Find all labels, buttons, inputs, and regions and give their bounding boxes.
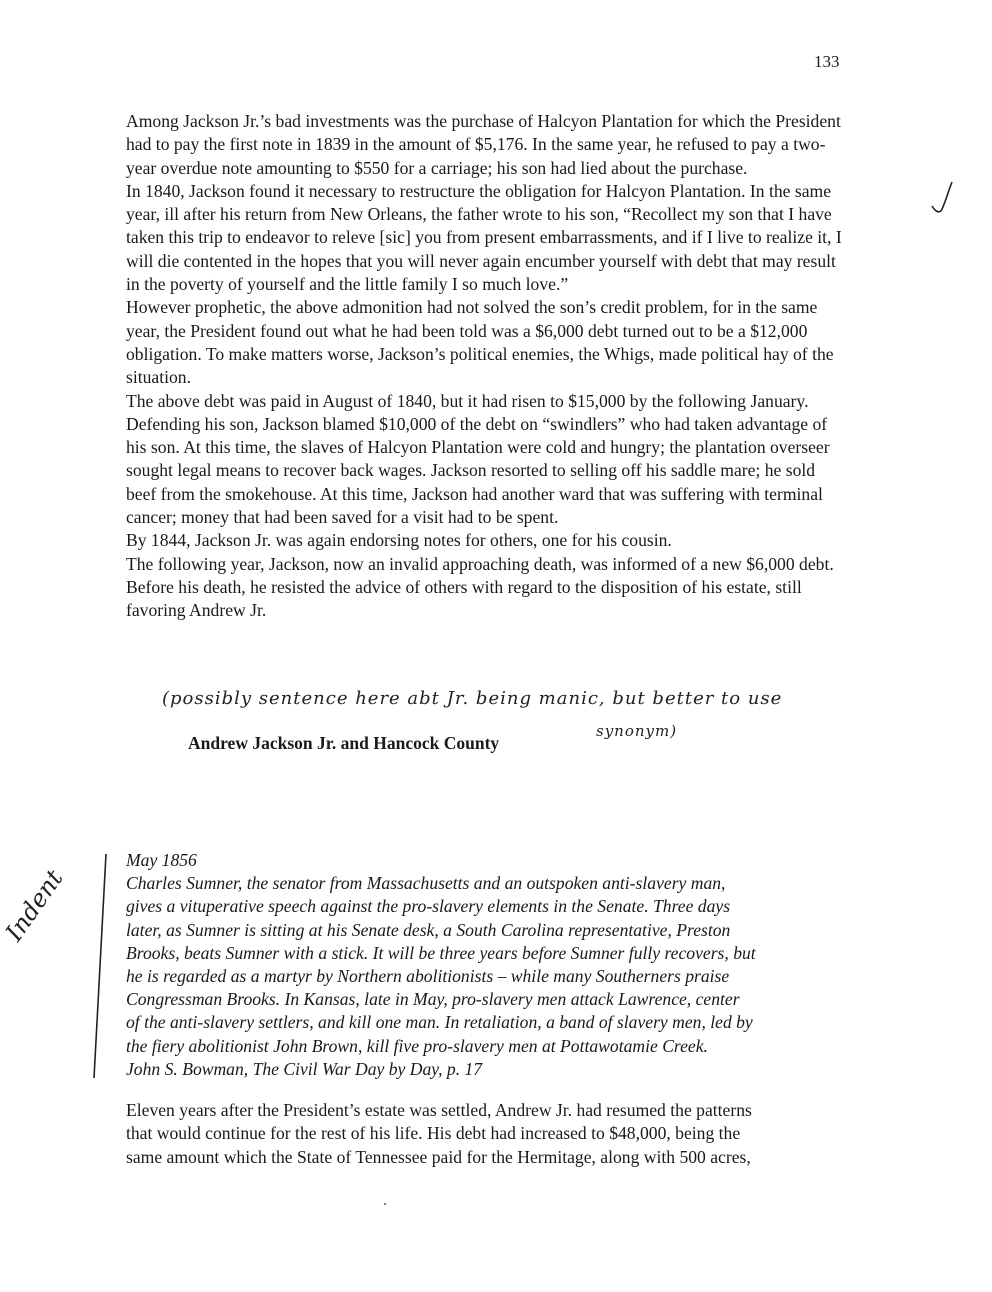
body-text xyxy=(126,110,846,623)
text-line: that would continue for the rest of his life. His debt had increased to $48,000, being the xyxy=(126,1123,741,1144)
text-line: Eleven years after the President’s estate was settled, Andrew Jr. had resumed the patterns xyxy=(126,1100,752,1120)
stray-mark xyxy=(384,1203,386,1205)
quote-citation: John S. Bowman, The Civil War Day by Day, p. 17 xyxy=(126,1058,483,1079)
quote-line: he is regarded as a martyr by Northern abolitionists – while many Southerners praise xyxy=(126,966,730,987)
quote-line: Congressman Brooks. In Kansas, late in May, pro-slavery men attack Lawrence, center xyxy=(126,989,740,1010)
quote-line: gives a vituperative speech against the pro-slavery elements in the Senate. Three days xyxy=(126,896,731,917)
quote-line: May 1856 xyxy=(126,850,197,870)
paragraph: Among Jackson Jr.’s bad investments was the purchase of Halcyon Plantation for which the President had to pay the first note in 1839 in the amount of $5,176. In the same year, he refused to pay a two-year overdue note amounting to $550 for a carriage; his son had lied about the purchase. xyxy=(126,111,841,178)
paragraph: By 1844, Jackson Jr. was again endorsing notes for others, one for his cousin. xyxy=(126,530,672,551)
paragraph: The following year, Jackson, now an invalid approaching death, was informed of a new $6,000 debt. Before his death, he resisted the advice of others with regard to the disposition of his estate, still favoring Andrew Jr. xyxy=(126,553,834,621)
page-number: 133 xyxy=(814,52,840,71)
section-heading: Andrew Jackson Jr. and Hancock County xyxy=(188,733,500,753)
bottom-paragraph xyxy=(126,1099,851,1169)
block-quote xyxy=(126,849,856,1081)
quote-line: of the anti-slavery settlers, and kill one man. In retaliation, a band of slavery men, led by xyxy=(126,1012,753,1033)
handwritten-note: (possibly sentence here abt Jr. being manic, but better to use xyxy=(162,688,783,709)
text-line: same amount which the State of Tennessee paid for the Hermitage, along with 500 acres, xyxy=(126,1146,751,1167)
quote-line: the fiery abolitionist John Brown, kill five pro-slavery men at Pottawotamie Creek. xyxy=(126,1035,708,1056)
margin-bracket-line xyxy=(90,852,110,1082)
check-mark-icon xyxy=(928,180,954,220)
paragraph: However prophetic, the above admonition had not solved the son’s credit problem, for in the same year, the President found out what he had been told was a $6,000 debt turned out to be a $12,000 obligation. To make matters worse, Jackson’s political enemies, the Whigs, made political hay of the situation. xyxy=(126,297,834,388)
quote-line: Charles Sumner, the senator from Massachusetts and an outspoken anti-slavery man, xyxy=(126,873,726,894)
quote-line: Brooks, beats Sumner with a stick. It will be three years before Sumner fully recovers, but xyxy=(126,942,756,963)
handwritten-margin-note: Indent xyxy=(0,864,69,947)
handwritten-note-continued: synonym) xyxy=(596,722,678,740)
paragraph: The above debt was paid in August of 1840, but it had risen to $15,000 by the following January. Defending his son, Jackson blamed $10,000 of the debt on “swindlers” who had taken advantage of his son. At this time, the slaves of Halcyon Plantation were cold and hungry; the plantation overseer sought legal means to recover back wages. Jackson resorted to selling off his saddle mare; he sold beef from the smokehouse. At this time, Jackson had another ward that was suffering with terminal cancer; money that had been saved for a visit had to be spent. xyxy=(126,390,830,528)
quote-line: later, as Sumner is sitting at his Senate desk, a South Carolina representative, Preston xyxy=(126,919,731,940)
paragraph: In 1840, Jackson found it necessary to restructure the obligation for Halcyon Plantation. In the same year, ill after his return from New Orleans, the father wrote to his son, “Recollect my son that I have taken this trip to endeavor to releve [sic] you from present embarrassments, and if I live to realize it, I will die contented in the hopes that you will never again encumber yourself with debt that may result in the poverty of yourself and the little family I so much love.” xyxy=(126,180,842,295)
